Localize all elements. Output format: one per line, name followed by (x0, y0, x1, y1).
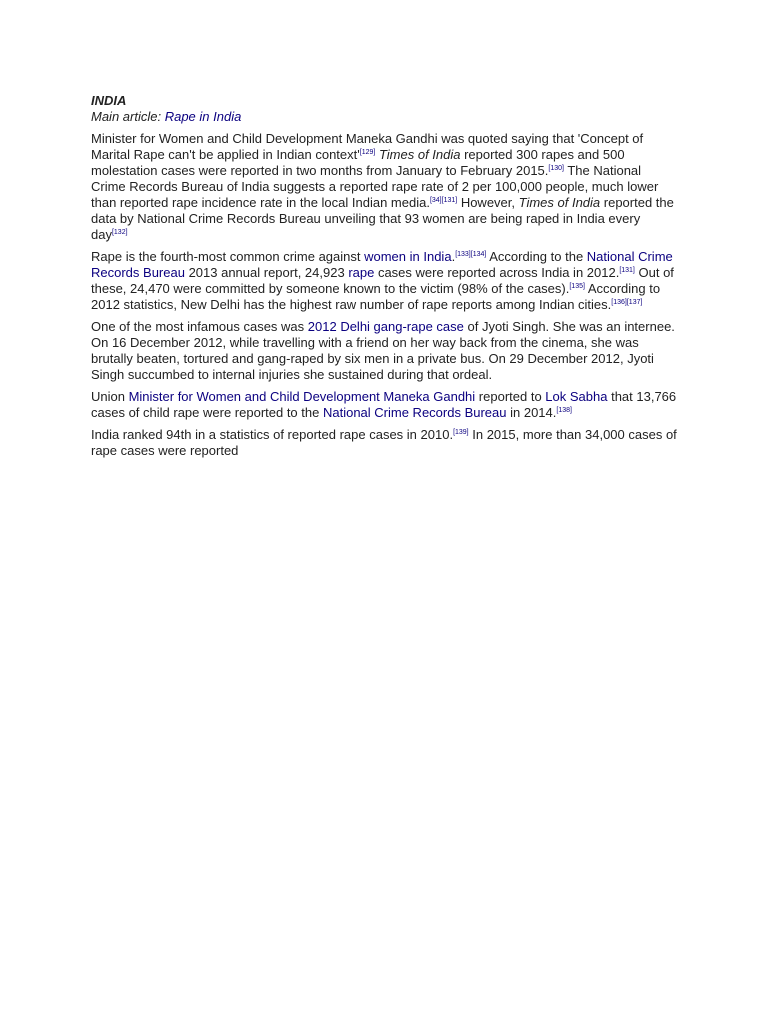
p2-text-7: According to 2012 statistics, New Delhi has the highest raw number of rape reports among Indian cities. (91, 281, 661, 312)
p2-text-1: Rape is the fourth-most common crime against (91, 249, 365, 264)
p1-italic-times-of-india-1: Times of India (378, 147, 461, 162)
ref-139[interactable]: [139] (453, 429, 469, 436)
link-women-in-india[interactable]: women in India (364, 249, 452, 264)
link-rape-in-india[interactable]: Rape in India (164, 109, 242, 124)
p1-text-3: The National Crime Records Bureau of India suggests a reported rape rate of 2 per 100,000 people, much lower than reported rape incidence rate in the local Indian media. (91, 163, 659, 210)
p2-text-2: . (451, 249, 456, 264)
paragraph-2 (91, 249, 679, 313)
p1-italic-times-of-india-2: Times of India (518, 195, 601, 210)
paragraph-3 (91, 319, 679, 383)
p2-text-3: According to the (486, 249, 587, 264)
link-minister-wcd[interactable]: Minister for Women and Child Development Maneka Gandhi (128, 389, 476, 404)
p1-text-1: Minister for Women and Child Development Maneka Gandhi was quoted saying that 'Concept of Marital Rape can't be applied in Indian context' (91, 131, 644, 162)
link-ncrb-2[interactable]: National Crime Records Bureau (322, 405, 507, 420)
link-rape[interactable]: rape (348, 265, 375, 280)
ref-130[interactable]: [130] (548, 165, 564, 172)
ref-136-137[interactable]: [136][137] (611, 299, 643, 306)
hatnote-prefix: Main article: (91, 109, 165, 124)
p5-text-2: In 2015, more than 34,000 cases of rape cases were reported (91, 427, 677, 458)
p4-text-4: in 2014. (506, 405, 557, 420)
p4-text-2: reported to (475, 389, 546, 404)
ref-133-134[interactable]: [133][134] (455, 251, 487, 258)
p1-text-2: reported 300 rapes and 500 molestation cases were reported in two months from January to February 2015. (91, 147, 625, 178)
p2-text-4: 2013 annual report, 24,923 (184, 265, 349, 280)
section-heading: INDIA (91, 93, 127, 108)
p4-text-3: that 13,766 cases of child rape were reported to the (91, 389, 677, 420)
paragraph-4 (91, 389, 679, 421)
link-lok-sabha[interactable]: Lok Sabha (545, 389, 608, 404)
ref-135[interactable]: [135] (569, 283, 585, 290)
p5-text-1: India ranked 94th in a statistics of reported rape cases in 2010. (91, 427, 454, 442)
p2-text-5: cases were reported across India in 2012. (374, 265, 620, 280)
p4-text-1: Union (91, 389, 129, 404)
main-article-hatnote (91, 109, 677, 125)
paragraph-5 (91, 427, 679, 459)
p2-text-6: Out of these, 24,470 were committed by someone known to the victim (98% of the cases). (91, 265, 674, 296)
ref-131[interactable]: [131] (619, 267, 635, 274)
link-2012-delhi-gang-rape-case[interactable]: 2012 Delhi gang-rape case (307, 319, 464, 334)
p3-text-2: of Jyoti Singh. She was an internee. On 16 December 2012, while travelling with a friend on her way back from the cinema, she was brutally beaten, tortured and gang-raped by six men in a private bus. On 29 December 2012, Jyoti Singh succumbed to internal injuries she sustained during that ordeal. (91, 319, 675, 382)
paragraph-1 (91, 131, 679, 243)
p1-text-4: However, (457, 195, 519, 210)
ref-138[interactable]: [138] (556, 407, 572, 414)
p1-text-5: reported the data by National Crime Records Bureau unveiling that 93 women are being raped in India every day (91, 195, 674, 242)
ref-132[interactable]: [132] (111, 229, 128, 236)
ref-129[interactable]: [129] (359, 149, 376, 156)
p3-text-1: One of the most infamous cases was (91, 319, 308, 334)
ref-34-131[interactable]: [34][131] (429, 197, 458, 204)
link-ncrb[interactable]: National Crime Records Bureau (91, 249, 673, 280)
